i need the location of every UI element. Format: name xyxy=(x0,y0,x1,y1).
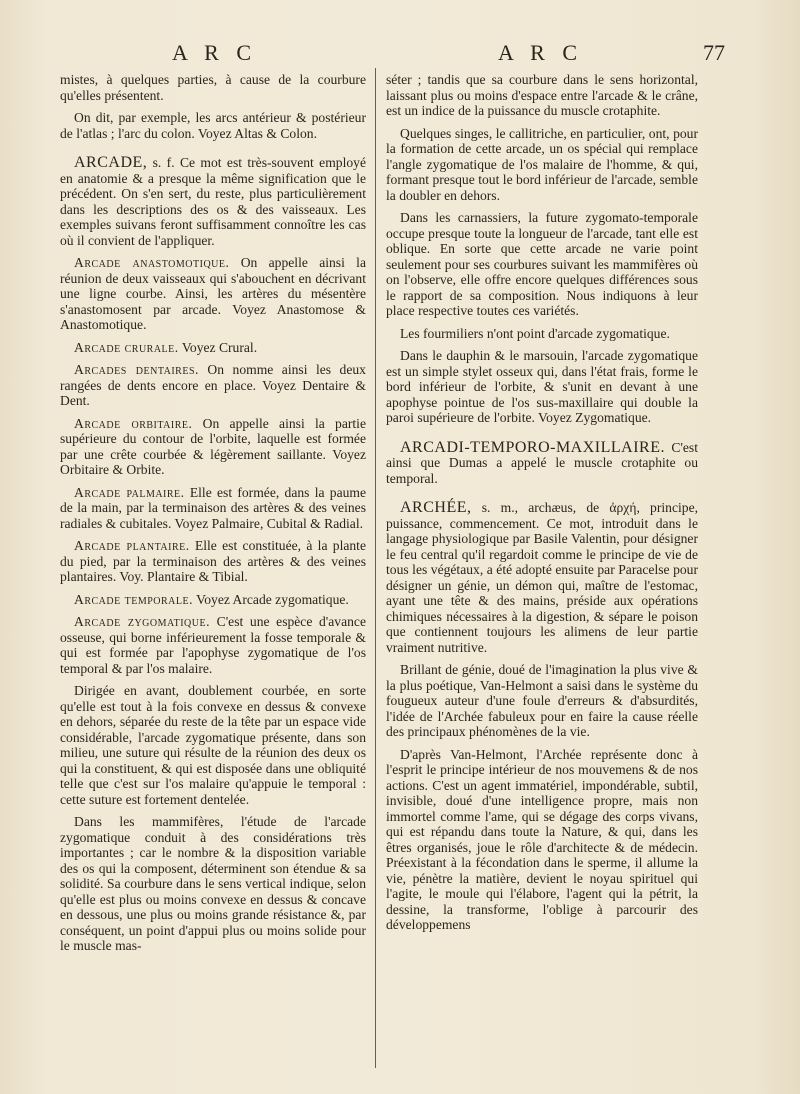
entry-text: Quelques singes, le callitriche, en particulier, ont, pour la formation de cette arcade, un os spécial qui remplace l'angle zygomatique de l'os malaire de l'homme, & qui, formant presque tout le bord inférieur de l'arcade, semble la doubler en dehors. xyxy=(386,125,698,203)
entry-text: D'après Van-Helmont, l'Archée représente donc à l'esprit le principe intérieur de nos mouvemens & de nos actions. C'est un agent immatériel, impondérable, subtil, invisible, doué d'une intelligence propre, mais non immortel comme l'ame, qui se dégage des corps vivans, qui est répandu dans toute la Nature, & qui, dans les êtres organisés, joue le rôle d'architecte & de médecin. Préexistant à la fécondation dans le sperme, il allume la vie, pénètre la matière, devient le noyau spirituel qui l'agite, le moule qui l'élabore, l'agent qui la pétrit, la dessine, la transforme, l'oblige à parcourir des développemens xyxy=(386,746,698,932)
entry-text: s. m., archæus, de ἀρχή, principe, puissance, commencement. Ce mot, introduit dans le langage physiologique par Basile Valentin, pour désigner le feu central qu'il regardoit comme le principe de vie de tous les végétaux, a été adopté ensuite par Paracelse pour désigner un génie, un démon qui, maître de l'estomac, ayant une tête & des mains, préside aux opérations chimiques nécessaires à la digestion, & sépare le poison que contiennent toujours les alimens de leur partie vraiment nutritive. xyxy=(386,500,698,655)
dictionary-entry xyxy=(386,72,698,119)
entry-text: séter ; tandis que sa courbure dans le sens horizontal, laissant plus ou moins d'espace entre l'arcade & le crâne, est un indice de la puissance du muscle crotaphite. xyxy=(386,72,698,118)
entry-headword: Arcades dentaires. xyxy=(74,362,199,377)
entry-headword: Arcade crurale. xyxy=(74,339,179,355)
entry-text: s. f. Ce mot est très-souvent employé en anatomie & a presque la même signification que le précédent. On s'en sert, du reste, plus particulièrement dans les descriptions des os & des vaisseaux. Les exemples suivans feront suffisamment connoître les cas où il convient de l'appliquer. xyxy=(60,155,366,248)
entry-text: Les fourmiliers n'ont point d'arcade zygomatique. xyxy=(400,325,670,341)
dictionary-entry xyxy=(60,614,366,676)
entry-headword: Arcade plantaire. xyxy=(74,538,190,553)
dictionary-entry xyxy=(386,500,698,655)
dictionary-entry xyxy=(60,255,366,333)
dictionary-entry xyxy=(60,592,366,608)
entry-text: Voyez Arcade zygomatique. xyxy=(193,591,349,607)
column-rule xyxy=(375,68,376,1068)
right-column xyxy=(386,72,698,940)
entry-headword: Arcade orbitaire. xyxy=(74,415,193,431)
dictionary-entry xyxy=(386,326,698,342)
entry-text: C'est une espèce d'avance osseuse, qui borne inférieurement la fosse temporale & qui est formée par l'apophyse zygomatique de l'os temporal & par l'os malaire. xyxy=(60,614,366,676)
entry-text: On nomme ainsi les deux rangées de dents encore en place. Voyez Dentaire & Dent. xyxy=(60,362,366,408)
dictionary-entry xyxy=(60,485,366,532)
entry-headword: Arcade zygomatique. xyxy=(74,614,211,629)
dictionary-entry xyxy=(386,126,698,204)
dictionary-entry xyxy=(60,538,366,585)
entry-text: On dit, par exemple, les arcs antérieur & postérieur de l'atlas ; l'arc du colon. Voyez Altas & Colon. xyxy=(60,110,366,141)
entry-text: On appelle ainsi la partie supérieure du contour de l'orbite, laquelle est formée par une crête courbée & légèrement saillante. Voyez Orbitaire & Orbite. xyxy=(60,415,366,477)
entry-text: Dans les mammifères, l'étude de l'arcade zygomatique conduit à des considérations très importantes ; car le nombre & la disposition variable des os qui la composent, déterminent son étendue & sa solidité. Sa courbure dans le sens vertical indique, selon qu'elle est plus ou moins convexe en dessus & concave en dessous, une plus ou moins grande résistance &, par conséquent, un point d'appui plus ou moins solide pour le muscle mas- xyxy=(60,814,366,953)
entry-headword: ARCADE, xyxy=(74,154,148,171)
dictionary-entry xyxy=(386,210,698,319)
dictionary-entry xyxy=(60,683,366,807)
page-number: 77 xyxy=(703,40,725,65)
entry-text: Dirigée en avant, doublement courbée, en sorte qu'elle est tout à la fois convexe en dessus & convexe en dehors, séparée du reste de la tête par un espace vide considérable, l'arcade zygomatique présente, dans son milieu, une suture qui résulte de la réunion des deux os qui la constituent, & qui est disposée dans une obliquité telle que c'est sur l'os malaire qu'appuie le temporal : cette suture est fortement dentelée. xyxy=(60,683,366,807)
entry-headword: Arcade palmaire. xyxy=(74,484,185,500)
running-head-right: A R C xyxy=(498,40,584,65)
dictionary-entry xyxy=(386,440,698,487)
dictionary-entry xyxy=(60,362,366,409)
running-head-left: A R C xyxy=(172,40,258,65)
entry-text: Elle est constituée, à la plante du pied, par la terminaison des artères & des veines plantaires. Voy. Plantaire & Tibial. xyxy=(60,538,366,584)
entry-text: Dans le dauphin & le marsouin, l'arcade zygomatique est un simple stylet osseux qui, dans l'état frais, forme le bord inférieur de l'orbite, & s'unit en devant à une apophyse pointue de l'os sus-maxillaire qui double la paroi supérieure de l'orbite. Voyez Zygomatique. xyxy=(386,348,698,425)
dictionary-entry xyxy=(60,416,366,478)
dictionary-entry xyxy=(60,72,366,103)
entry-headword: Arcade anastomotique. xyxy=(74,255,230,270)
entry-text: Brillant de génie, doué de l'imagination la plus vive & la plus poétique, Van-Helmont a saisi dans le système du fougueux auteur d'une foule d'erreurs & d'absurdités, l'idée de l'Archée fabuleux pour en faire la cause réelle des principaux phénomènes de la vie. xyxy=(386,662,698,739)
entry-text: On appelle ainsi la réunion de deux vaisseaux qui s'abouchent en décrivant une ligne courbe. Ainsi, les artères du mésentère s'anastomosent par arcade. Voyez Anastomose & Anastomotique. xyxy=(60,255,366,332)
dictionary-entry xyxy=(386,348,698,426)
entry-text: mistes, à quelques parties, à cause de la courbure qu'elles présentent. xyxy=(60,72,366,103)
left-column xyxy=(60,72,366,961)
dictionary-entry xyxy=(386,662,698,740)
dictionary-entry xyxy=(60,814,366,954)
entry-text: Dans les carnassiers, la future zygomato-temporale occupe presque toute la longueur de l'arcade, tant elle est oblique. En sorte que cette arcade ne varie point seulement pour ses courbures suivant les mammifères où on l'observe, elle offre encore quelques différences sous le rapport de sa composition. Nous indiquons à leur place respective toutes ces variétés. xyxy=(386,210,698,318)
entry-text: Voyez Crural. xyxy=(178,339,258,355)
entry-text: C'est ainsi que Dumas a appelé le muscle crotaphite ou temporal. xyxy=(386,439,698,486)
dictionary-entry xyxy=(60,155,366,248)
dictionary-entry xyxy=(60,340,366,356)
entry-headword: ARCADI-TEMPORO-MAXILLAIRE. xyxy=(400,438,665,456)
entry-text: Elle est formée, dans la paume de la main, par la terminaison des artères & des veines radiales & cubitales. Voyez Palmaire, Cubital & Radial. xyxy=(60,484,367,531)
entry-headword: ARCHÉE, xyxy=(400,499,472,516)
dictionary-entry xyxy=(386,747,698,933)
entry-headword: Arcade temporale. xyxy=(74,591,194,607)
dictionary-entry xyxy=(60,110,366,141)
